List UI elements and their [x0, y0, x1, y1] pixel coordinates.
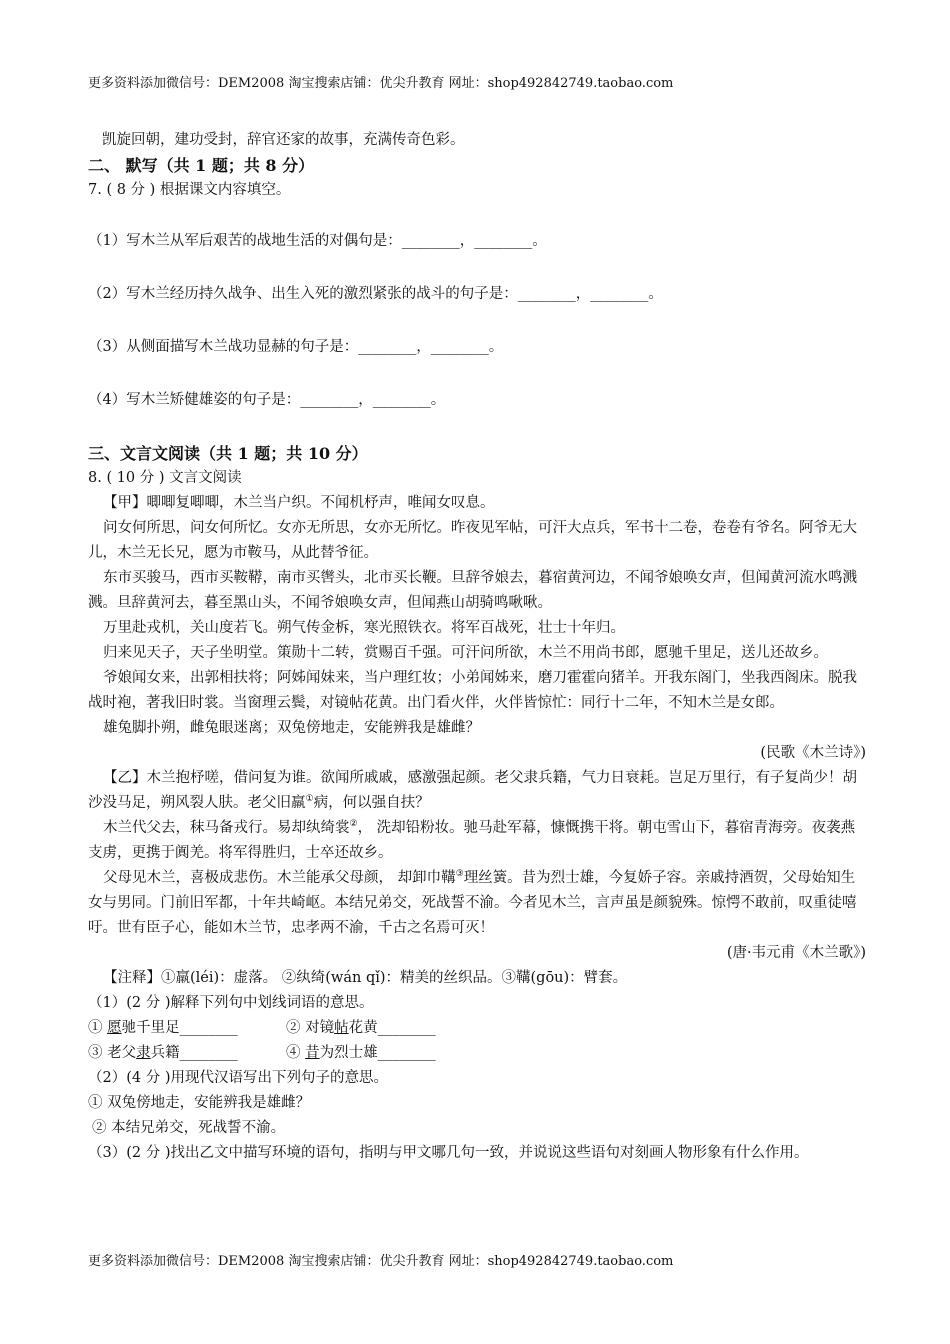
sub1-row-2 [88, 1041, 868, 1066]
jia-para-5: 归来见天子，天子坐明堂。策勋十二转，赏赐百千强。可汗问所欲，木兰不用尚书郎，愿驰千里足，送儿还故乡。 [103, 645, 828, 661]
page-header: 更多资料添加微信号：DEM2008 淘宝搜索店铺：优尖升教育 网址：shop492842749.taobao.com [88, 76, 674, 91]
q7-item-2: （2）写木兰经历持久战争、出生入死的激烈紧张的战斗的句子是：________，________。 [88, 286, 663, 302]
sub-question-2: （2）(4 分 )用现代汉语写出下列句子的意思。 [88, 1070, 388, 1086]
sub1-row-1 [88, 1016, 868, 1041]
sub1-item-1: ① 愿驰千里足________ [88, 1020, 238, 1036]
sub1-item-4: ④ 昔为烈士雄________ [286, 1045, 436, 1061]
jia-para-4: 万里赴戎机，关山度若飞。朔气传金柝，寒光照铁衣。将军百战死，壮士十年归。 [103, 620, 625, 636]
document-body [88, 128, 868, 1166]
sub-question-1: （1）(2 分 )解释下列句中划线词语的意思。 [88, 995, 374, 1011]
question-8: 8. ( 10 分 ) 文言文阅读 [88, 470, 242, 486]
sub-question-3: （3）(2 分 )找出乙文中描写环境的语句，指明与甲文哪几句一致，并说说这些语句对刻画人物形象有什么作用。 [88, 1145, 809, 1161]
q7-item-4: （4）写木兰矫健雄姿的句子是：________，________。 [88, 392, 446, 408]
jia-source: (民歌《木兰诗》) [760, 745, 866, 761]
section-2-title: 二、 默写（共 1 题；共 8 分） [88, 156, 315, 175]
jia-para-2: 问女何所思，问女何所忆。女亦无所思，女亦无所忆。昨夜见军帖，可汗大点兵，军书十二卷，卷卷有爷名。阿爷无大儿，木兰无长兄，愿为市鞍马，从此替爷征。 [88, 520, 857, 561]
sub1-item-2: ② 对镜帖花黄________ [286, 1020, 436, 1036]
intro-line: 凯旋回朝，建功受封，辞官还家的故事，充满传奇色彩。 [102, 132, 465, 148]
jia-para-1: 【甲】唧唧复唧唧，木兰当户织。不闻机杼声，唯闻女叹息。 [103, 495, 495, 511]
jia-para-6: 爷娘闻女来，出郭相扶将；阿姊闻妹来，当户理红妆；小弟闻姊来，磨刀霍霍向猪羊。开我东阁门，坐我西阁床。脱我战时袍，著我旧时裳。当窗理云鬓，对镜帖花黄。出门看火伴，火伴皆惊忙：同行十二年，不知木兰是女郎。 [88, 670, 857, 711]
sub2-item-2: ② 本结兄弟交，死战誓不渝。 [92, 1120, 286, 1136]
section-3-title: 三、文言文阅读（共 1 题；共 10 分） [88, 444, 368, 463]
q7-item-1: （1）写木兰从军后艰苦的战地生活的对偶句是：________，________。 [88, 233, 547, 249]
yi-para-1: 【乙】木兰抱杼嗟，借问复为谁。欲闻所戚戚，感激强起颜。老父隶兵籍，气力日衰耗。岂足万里行，有子复尚少！胡沙没马足，朔风裂人肤。老父旧羸①病，何以强自扶？ [88, 770, 857, 811]
yi-para-3: 父母见木兰，喜极成悲伤。木兰能承父母颜， 却卸巾鞲③理丝簧。昔为烈士雄，今复娇子容。亲戚持酒贺，父母始知生女与男同。门前旧军都，十年共崎岖。本结兄弟交，死战誓不渝。今者见木兰，言声虽是颜貌殊。惊愕不敢前，叹重徒嘻吁。世有臣子心，能如木兰节，忠孝两不渝，千古之名焉可灭！ [88, 869, 857, 936]
notes: 【注释】①羸(léi)：虚落。 ②纨绮(wán qǐ)：精美的丝织品。③鞲(gōu)：臂套。 [103, 970, 628, 986]
jia-para-7: 雄兔脚扑朔，雌兔眼迷离；双兔傍地走，安能辨我是雄雌？ [103, 720, 480, 736]
sub2-item-1: ① 双兔傍地走，安能辨我是雄雌？ [88, 1095, 311, 1111]
jia-para-3: 东市买骏马，西市买鞍鞯，南市买辔头，北市买长鞭。旦辞爷娘去，暮宿黄河边，不闻爷娘唤女声，但闻黄河流水鸣溅溅。旦辞黄河去，暮至黑山头，不闻爷娘唤女声，但闻燕山胡骑鸣啾啾。 [88, 570, 857, 611]
yi-source: (唐·韦元甫《木兰歌》) [726, 945, 866, 961]
q7-item-3: （3）从侧面描写木兰战功显赫的句子是：________，________。 [88, 339, 504, 355]
yi-para-2: 木兰代父去，秣马备戎行。易却纨绮裳②， 洗却铅粉妆。驰马赴军幕，慷慨携干将。朝屯雪山下，暮宿青海旁。夜袭燕支虏，更携于阗羌。将军得胜归，士卒还故乡。 [88, 819, 856, 861]
page-footer: 更多资料添加微信号：DEM2008 淘宝搜索店铺：优尖升教育 网址：shop492842749.taobao.com [88, 1254, 674, 1269]
sub1-item-3: ③ 老父隶兵籍________ [88, 1045, 238, 1061]
question-7: 7. ( 8 分 ) 根据课文内容填空。 [88, 182, 291, 198]
